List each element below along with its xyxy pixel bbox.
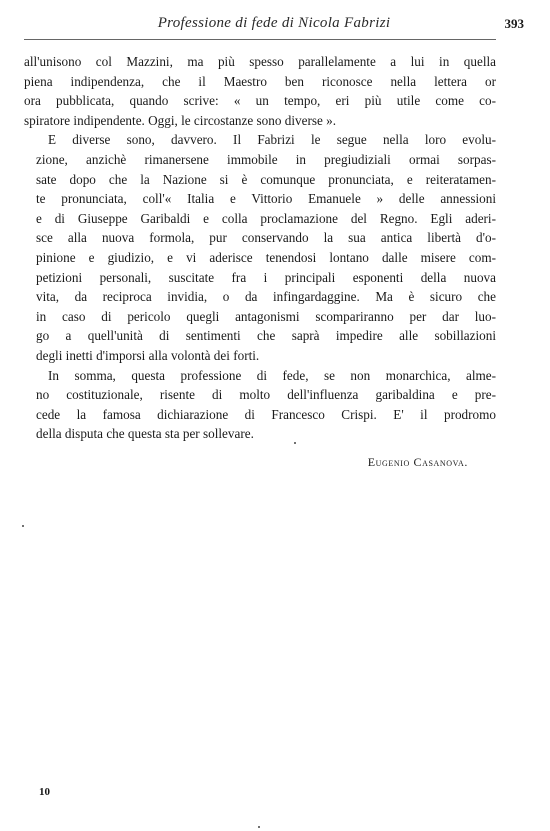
paragraph-3 bbox=[24, 366, 496, 444]
text-line: cede la famosa dichiarazione di Francesco Crispi. E' il prodromo bbox=[36, 406, 496, 422]
text-line: E diverse sono, davvero. Il Fabrizi le segue nella loro evolu- bbox=[48, 132, 496, 148]
text-line: sate dopo che la Nazione si è comunque pronunciata, e reiteratamen- bbox=[36, 171, 496, 187]
scan-speck bbox=[294, 442, 296, 444]
scan-speck bbox=[22, 525, 24, 527]
text-line: no costituzionale, risente di molto dell'influenza garibaldina e pre- bbox=[36, 387, 496, 403]
text-line: pinione e giudizio, e vi aderisce tenendosi lontano dalle misere com- bbox=[36, 249, 496, 265]
author-signature: Eugenio Casanova. bbox=[367, 455, 468, 469]
text-line: e di Giuseppe Garibaldi e colla proclamazione del Regno. Egli aderi- bbox=[36, 210, 496, 226]
text-line: piena indipendenza, che il Maestro ben riconosce nella lettera or bbox=[24, 73, 496, 89]
text-line: in caso di pericolo quegli antagonismi scompariranno per dar luo- bbox=[36, 308, 496, 324]
running-head bbox=[24, 15, 524, 37]
running-title: Professione di fede di Nicola Fabrizi bbox=[157, 15, 391, 31]
text-line: zione, anzichè rimanersene immobile in pregiudiziali ormai sorpas- bbox=[36, 151, 496, 167]
scan-speck bbox=[258, 826, 260, 828]
text-line: all'unisono col Mazzini, ma più spesso parallelamente a lui in quella bbox=[24, 54, 496, 69]
text-line: degli inetti d'imporsi alla volontà dei forti. bbox=[36, 347, 260, 363]
header-rule bbox=[24, 39, 496, 40]
text-line: ora pubblicata, quando scrive: « un tempo, eri più utile come co- bbox=[24, 93, 496, 109]
page-number: 393 bbox=[504, 16, 524, 31]
text-line: spiratore indipendente. Oggi, le circostanze sono diverse ». bbox=[24, 112, 337, 128]
folio-number: 10 bbox=[39, 786, 50, 798]
text-line: In somma, questa professione di fede, se non monarchica, alme- bbox=[48, 367, 496, 383]
paragraph-1 bbox=[24, 52, 496, 130]
text-line: te pronunciata, coll'« Italia e Vittorio Emanuele » delle annessioni bbox=[36, 191, 496, 207]
text-line: petizioni personali, suscitate fra i principali esponenti della nuova bbox=[36, 269, 496, 285]
text-line: vita, da reciproca invidia, o da infingardaggine. Ma è sicuro che bbox=[36, 289, 496, 305]
text-line: go a quell'unità di sentimenti che saprà impedire alle sobillazioni bbox=[36, 328, 496, 344]
text-line: della disputa che questa sta per sollevare. bbox=[36, 426, 254, 442]
body-text bbox=[24, 52, 496, 444]
text-line: sce alla nuova formola, pur conservando la sua antica libertà d'o- bbox=[36, 230, 496, 246]
paragraph-2 bbox=[24, 130, 496, 365]
